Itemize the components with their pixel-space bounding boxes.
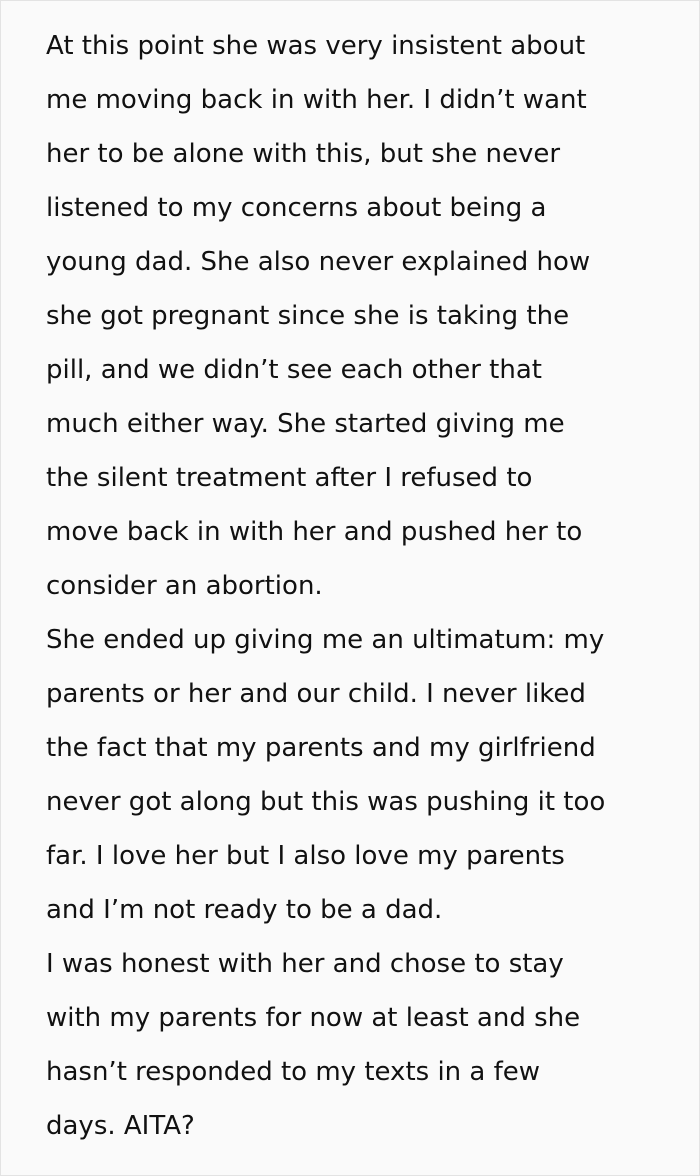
post-line: much either way. She started giving me: [46, 409, 565, 439]
post-line: with my parents for now at least and she: [46, 1003, 581, 1033]
post-line: far. I love her but I also love my parents: [46, 841, 565, 871]
post-line: consider an abortion.: [46, 571, 323, 601]
post-body: [46, 19, 686, 1153]
post-line: the silent treatment after I refused to: [46, 463, 533, 493]
post-line: and I’m not ready to be a dad.: [46, 895, 443, 925]
post-line: days. AITA?: [46, 1111, 195, 1141]
post-line: she got pregnant since she is taking the: [46, 301, 570, 331]
post-line: listened to my concerns about being a: [46, 193, 547, 223]
post-line: At this point she was very insistent about: [46, 31, 586, 61]
post-line: I was honest with her and chose to stay: [46, 949, 564, 979]
post-line: the fact that my parents and my girlfriend: [46, 733, 596, 763]
post-line: me moving back in with her. I didn’t want: [46, 85, 587, 115]
post-line: pill, and we didn’t see each other that: [46, 355, 542, 385]
post-line: young dad. She also never explained how: [46, 247, 591, 277]
post-line: hasn’t responded to my texts in a few: [46, 1057, 541, 1087]
post-line: She ended up giving me an ultimatum: my: [46, 625, 605, 655]
post-line: parents or her and our child. I never liked: [46, 679, 586, 709]
post-line: her to be alone with this, but she never: [46, 139, 561, 169]
post-line: never got along but this was pushing it too: [46, 787, 606, 817]
post-line: move back in with her and pushed her to: [46, 517, 583, 547]
